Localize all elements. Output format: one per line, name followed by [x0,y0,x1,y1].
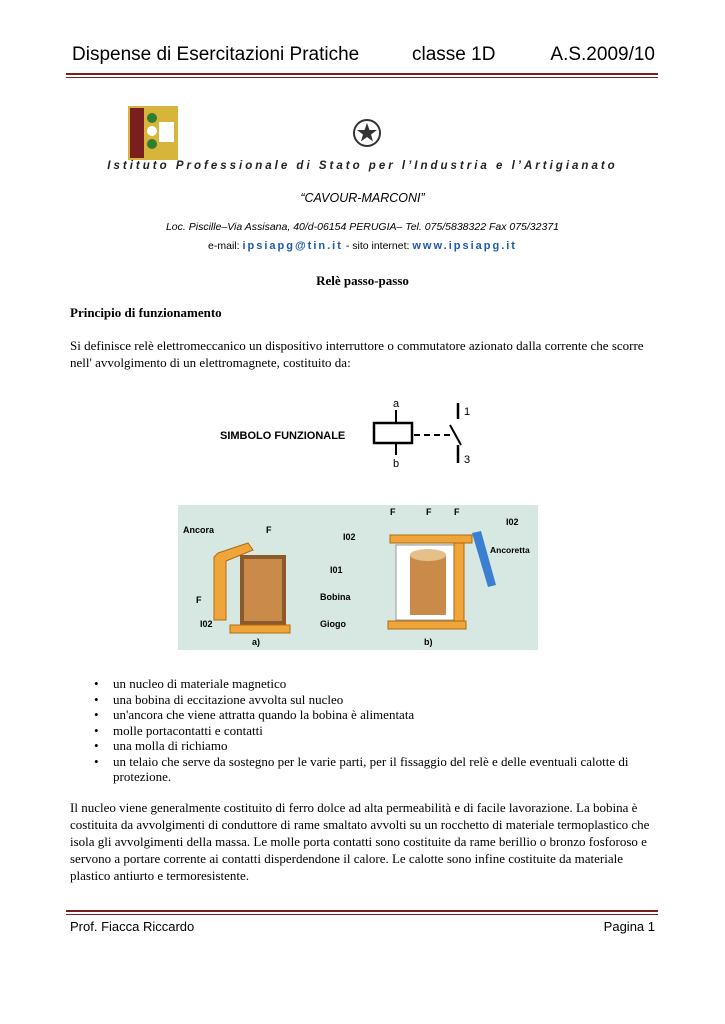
f-label-b1: F [390,507,396,517]
document-title: Relè passo-passo [316,273,409,288]
f-label-a1: F [266,525,272,535]
list-item: • un nucleo di materiale magnetico [94,676,287,691]
republic-emblem-icon [352,116,382,150]
i02-label-b1: I02 [343,532,356,542]
giogo-label: Giogo [320,619,346,629]
f-label-b2: F [426,507,432,517]
f-label-b3: F [454,507,460,517]
yoke-a [230,625,290,633]
contact-3-label: 3 [464,454,471,466]
terminal-a-label: a [393,398,400,410]
list-item: • una bobina di eccitazione avvolta sul nucleo [94,691,344,707]
header-class: classe 1D [412,44,496,65]
i01-label: I01 [330,565,343,575]
relay-construction-figure [178,505,538,650]
caption-b: b) [424,637,433,647]
intro-paragraph: Si definisce relè elettromeccanico un dispositivo interruttore o commutatore azionato dalla corrente che scorre nell' avvolgimento di un elettromagnete, costituito da: [70,338,644,370]
coil-box [374,423,412,443]
i02-label-b2: I02 [506,517,519,527]
ancoretta-label: Ancoretta [490,545,530,555]
armature-b [390,535,472,543]
components-list [94,676,660,785]
symbol-label: SIMBOLO FUNZIONALE [220,430,346,442]
email-link[interactable]: ipsiapg@tin.it [242,240,343,252]
header-title: Dispense di Esercitazioni Pratiche [72,44,360,65]
list-item: • una molla di richiamo [94,738,228,753]
school-logo [128,106,178,160]
caption-a: a) [252,637,261,647]
body-paragraph: Il nucleo viene generalmente costituito di ferro dolce ad alta permeabilità e di facile lavorazione. La bobina è costituita da avvolgimenti di conduttore di rame smaltato avvolti su un rocchetto di materiale termoplastico che isola gli avvolgimenti della massa. Le molle porta contatti sono costituite da rame berillio o bronzo fosforoso e servono a portare corrente ai contatti disperdendone il calore. Le calotte sono infine costituite da materiale plastico antiurto e termoresistente. [70,800,650,883]
f-label-a2: F [196,595,202,605]
terminal-b-label: b [393,458,400,470]
coil-b-top [410,549,446,561]
footer-rule-thin [66,914,658,915]
i02-label-a: I02 [200,619,213,629]
yoke-b-side [454,543,464,621]
header-year: A.S.2009/10 [550,44,655,65]
coil-b [410,555,446,615]
site-link[interactable]: www.ipsiapg.it [412,240,517,252]
yoke-b-base [388,621,466,629]
institute-contacts [0,240,725,252]
coil-a [244,559,282,621]
email-label: e-mail: [208,240,240,252]
ancora-label: Ancora [183,525,215,535]
header-rule [66,73,658,75]
functional-symbol-figure [218,395,478,475]
institute-address: Loc. Piscille–Via Assisana, 40/d-06154 PERUGIA– Tel. 075/5838322 Fax 075/32371 [165,221,560,233]
list-item: • molle portacontatti e contatti [94,722,263,738]
header-rule-thin [66,77,658,78]
section-heading: Principio di funzionamento [70,305,222,320]
page-header [70,44,655,72]
list-item: • un telaio che serve da sostegno per le varie parti, per il fissaggio del relè e delle eventuali calotte di protezione. [94,753,629,784]
site-label: - sito internet: [345,240,410,252]
school-name: “CAVOUR-MARCONI” [300,191,425,205]
footer-page: Pagina 1 [603,919,655,934]
switch-blade [450,425,461,445]
footer-author: Prof. Fiacca Riccardo [70,919,195,934]
institute-name: Istituto Professionale di Stato per l’Industria e l’Artigianato [107,160,618,172]
list-item: • un'ancora che viene attratta quando la bobina è alimentata [94,707,415,722]
contact-1-label: 1 [464,406,471,418]
bobina-label: Bobina [320,592,351,602]
footer-rule [66,910,658,912]
